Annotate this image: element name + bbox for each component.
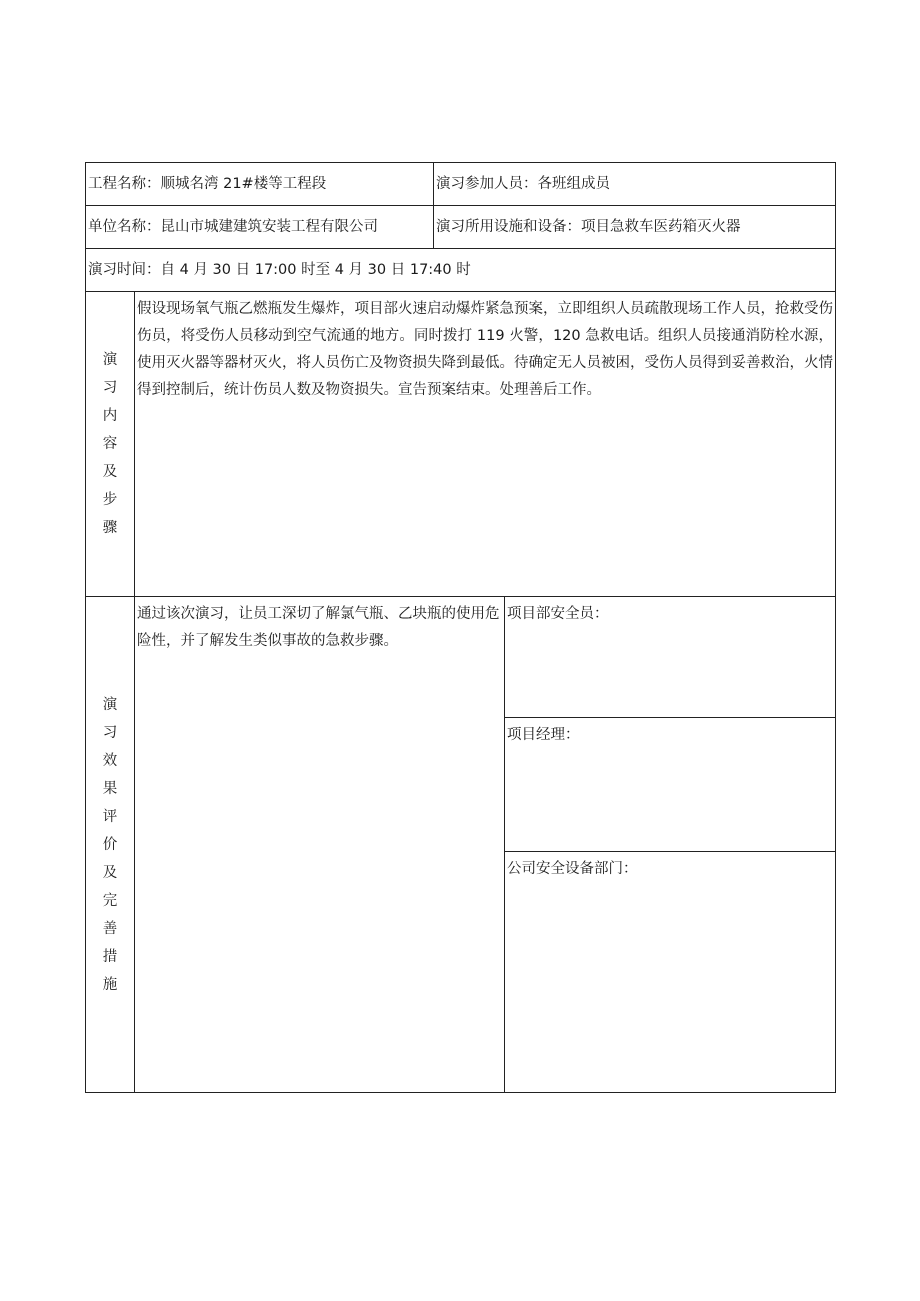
evaluation-text: 通过该次演习，让员工深切了解氯气瓶、乙块瓶的使用危险性，并了解发生类似事故的急救步骤。: [135, 597, 505, 1092]
evaluation-label: 演习效果评价及完善措施: [102, 696, 118, 993]
project-manager-signature: 项目经理：: [505, 717, 836, 851]
drill-record-form: [85, 162, 836, 1093]
content-label-cell: [86, 292, 135, 597]
project-name-cell: 工程名称：顺城名湾 21#楼等工程段: [86, 163, 434, 206]
content-label: 演习内容及步骤: [102, 352, 118, 536]
safety-officer-signature: 项目部安全员：: [505, 597, 836, 717]
safety-department-signature: 公司安全设备部门：: [507, 860, 638, 877]
evaluation-section: [135, 597, 836, 1093]
unit-name-cell: 单位名称：昆山市城建建筑安装工程有限公司: [86, 206, 434, 249]
content-text-cell: 假设现场氧气瓶乙燃瓶发生爆炸，项目部火速启动爆炸紧急预案，立即组织人员疏散现场工作人员，抢救受伤伤员，将受伤人员移动到空气流通的地方。同时拨打 119 火警，120 急救电话。组织人员接通消防栓水源，使用灭火器等器材灭火，将人员伤亡及物资损失降到最低。待确定无人员被困，受伤人员得到妥善救治，火情得到控制后，统计伤员人数及物资损失。宣告预案结束。处理善后工作。: [135, 292, 836, 597]
evaluation-label-cell: [86, 597, 135, 1093]
evaluation-inner-table: [135, 597, 835, 1092]
drill-time-cell: 演习时间：自 4 月 30 日 17:00 时至 4 月 30 日 17:40 时: [86, 249, 836, 292]
participants-cell: 演习参加人员：各班组成员: [434, 163, 836, 206]
equipment-cell: 演习所用设施和设备：项目急救车医药箱灭火器: [434, 206, 836, 249]
